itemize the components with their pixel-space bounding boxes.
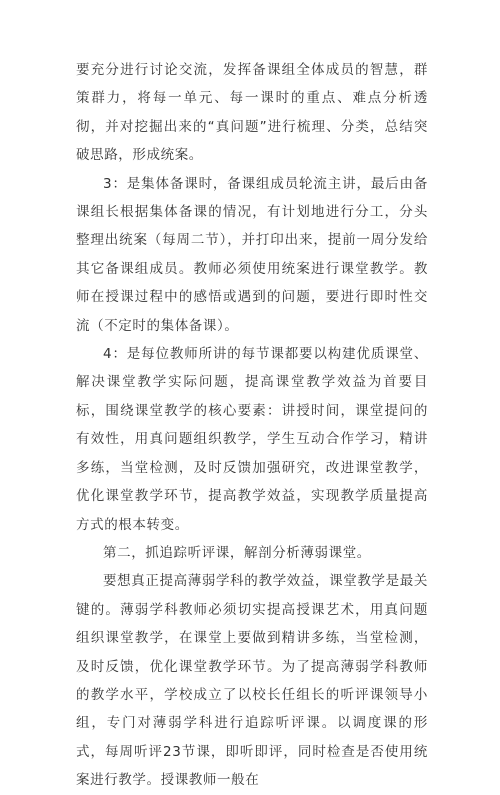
paragraph-item-4: 4：是每位教师所讲的每节课都要以构建优质课堂、解决课堂教学实际问题，提高课堂教学效益为首要目标，围绕课堂教学的核心要素：讲授时间，课堂提问的有效性，用真问题组织教学，学生互动合作学习，精讲多练，当堂检测，及时反馈加强研究，改进课堂教学，优化课堂教学环节，提高教学效益，实现教学质量提高方式的根本转变。 (76, 346, 428, 533)
paragraph-continuation: 要充分进行讨论交流，发挥备课组全体成员的智慧，群策群力，将每一单元、每一课时的重点、难点分析透彻，并对挖掘出来的“真问题”进行梳理、分类，总结突破思路，形成统案。 (76, 62, 428, 164)
paragraph-body: 要想真正提高薄弱学科的教学效益，课堂教学是最关键的。薄弱学科教师必须切实提高授课艺术，用真问题组织课堂教学，在课堂上要做到精讲多练，当堂检测，及时反馈，优化课堂教学环节。为了提高薄弱学科教师的教学水平，学校成立了以校长任组长的听评课领导小组，专门对薄弱学科进行追踪听评课。以调度课的形式，每周听评23节课，即听即评，同时检查是否使用统案进行教学。授课教师一般在 (76, 573, 428, 789)
section-heading: 第二，抓追踪听评课，解剖分析薄弱课堂。 (103, 544, 371, 561)
document-page (76, 56, 428, 795)
paragraph-item-3: 3：是集体备课时，备课组成员轮流主讲，最后由备课组长根据集体备课的情况，有计划地进行分工，分头整理出统案（每周二节），并打印出来，提前一周分发给其它备课组成员。教师必须使用统案进行课堂教学。教师在授课过程中的感悟或遇到的问题，要进行即时性交流（不定时的集体备课）。 (76, 175, 428, 334)
